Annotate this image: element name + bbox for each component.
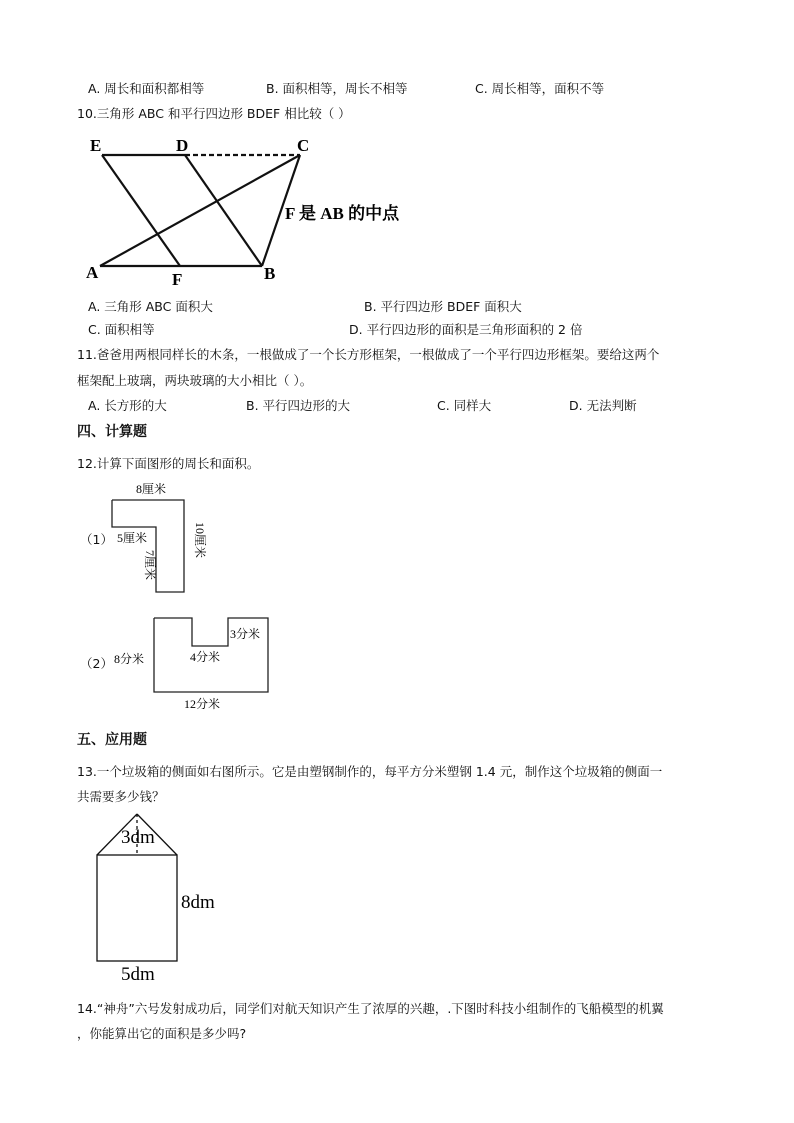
q12-stem: 12.计算下面图形的周长和面积。 <box>77 456 260 471</box>
rect-base-label: 5dm <box>121 964 155 985</box>
label-d: D <box>176 136 189 155</box>
q11-option-c: C. 同样大 <box>437 398 492 413</box>
q11-option-d: D. 无法判断 <box>569 398 637 413</box>
q12-fig2-number: （2） <box>80 656 113 671</box>
q11-option-b: B. 平行四边形的大 <box>246 398 351 413</box>
fig2-left-label: 8分米 <box>114 652 145 666</box>
q13-stem-line2: 共需要多少钱？ <box>77 789 165 804</box>
q12-notched-rectangle-figure <box>108 612 278 716</box>
q9-option-a: A. 周长和面积都相等 <box>88 81 205 96</box>
q11-stem-line1: 11.爸爸用两根同样长的木条，一根做成了一个长方形框架，一根做成了一个平行四边形框架。要给这两个 <box>77 347 660 362</box>
q10-parallelogram-figure <box>80 130 440 290</box>
q14-stem-line2: ，你能算出它的面积是多少吗? <box>77 1026 247 1041</box>
q10-stem: 10.三角形 ABC 和平行四边形 BDEF 相比较（ ） <box>77 106 351 121</box>
q10-option-a: A. 三角形 ABC 面积大 <box>88 299 213 314</box>
label-e: E <box>90 136 102 155</box>
fig1-inner-label: 5厘米 <box>117 531 148 545</box>
q13-trash-bin-side-figure <box>90 810 250 985</box>
label-f: F <box>172 270 183 289</box>
label-a: A <box>86 263 99 282</box>
q10-option-d: D. 平行四边形的面积是三角形面积的 2 倍 <box>349 322 583 337</box>
q13-stem-line1: 13.一个垃圾箱的侧面如右图所示。它是由塑钢制作的，每平方分米塑钢 1.4 元，制作这个垃圾箱的侧面一 <box>77 764 663 779</box>
section-title-calculation: 四、计算题 <box>77 424 147 440</box>
q14-stem-line1: 14.“神舟”六号发射成功后，同学们对航天知识产生了浓厚的兴趣，.下图时科技小组制作的飞船模型的机翼 <box>77 1001 664 1016</box>
fig2-bottom-label: 12分米 <box>184 697 221 711</box>
label-c: C <box>297 136 310 155</box>
midpoint-note: F 是 AB 的中点 <box>285 204 400 223</box>
q11-option-a: A. 长方形的大 <box>88 398 167 413</box>
q10-option-b: B. 平行四边形 BDEF 面积大 <box>364 299 522 314</box>
q11-stem-line2: 框架配上玻璃，两块玻璃的大小相比（ ）。 <box>77 373 313 388</box>
fig1-top-label: 8厘米 <box>136 482 167 496</box>
label-b: B <box>264 264 276 283</box>
section-title-application: 五、应用题 <box>77 732 147 748</box>
q12-fig1-number: （1） <box>80 532 113 547</box>
rect-side-label: 8dm <box>181 892 215 913</box>
triangle-height-label: 3dm <box>121 827 155 848</box>
fig1-right-label: 10厘米 <box>193 522 207 559</box>
q9-option-b: B. 面积相等，周长不相等 <box>266 81 408 96</box>
q12-l-shape-figure <box>108 480 218 602</box>
q9-option-c: C. 周长相等，面积不等 <box>475 81 605 96</box>
q10-option-c: C. 面积相等 <box>88 322 155 337</box>
fig1-bottom-left-label: 7厘米 <box>143 550 157 581</box>
fig2-notch-right-label: 3分米 <box>230 627 261 641</box>
fig2-notch-width-label: 4分米 <box>190 650 221 664</box>
